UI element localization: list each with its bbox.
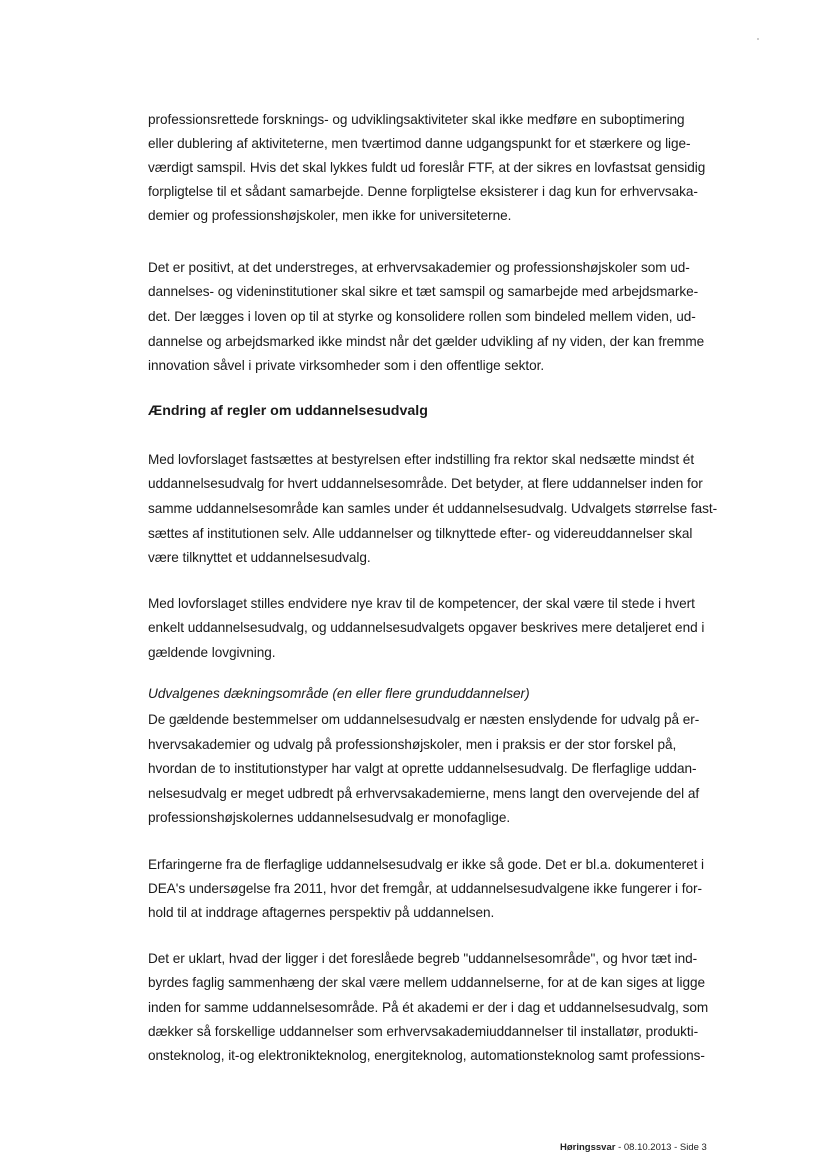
- paragraph-4-line-2: enkelt uddannelsesudvalg, og uddannelsesudvalgets opgaver beskrives mere detaljeret end i: [148, 620, 705, 635]
- paragraph-2-line-1: Det er positivt, at det understreges, at erhvervsakademier og professionshøjskoler som ud-: [148, 260, 690, 275]
- section-heading: Ændring af regler om uddannelsesudvalg: [148, 403, 428, 419]
- paragraph-6-line-1: Erfaringerne fra de flerfaglige uddannelsesudvalg er ikke så gode. Det er bl.a. dokumenteret i: [148, 857, 704, 872]
- paragraph-1-line-4: forpligtelse til et sådant samarbejde. Denne forpligtelse eksisterer i dag kun for erhvervsaka-: [148, 184, 698, 199]
- paragraph-1-line-1: professionsrettede forsknings- og udviklingsaktiviteter skal ikke medføre en suboptimering: [148, 112, 685, 127]
- paragraph-7-line-3: inden for samme uddannelsesområde. På ét akademi er der i dag et uddannelsesudvalg, som: [148, 1000, 709, 1015]
- paragraph-7-line-1: Det er uklart, hvad der ligger i det foreslåede begreb "uddannelsesområde", og hvor tæt ind-: [148, 951, 698, 966]
- paragraph-5-line-4: nelsesudvalg er meget udbredt på erhvervsakademierne, mens langt den overvejende del af: [148, 786, 700, 801]
- paragraph-3-line-3: samme uddannelsesområde kan samles under ét uddannelsesudvalg. Udvalgets størrelse fast-: [148, 501, 718, 516]
- scan-speck: [757, 38, 759, 40]
- paragraph-4-line-1: Med lovforslaget stilles endvidere nye krav til de kompetencer, der skal være til stede i hvert: [148, 596, 695, 611]
- paragraph-1-line-2: eller dublering af aktiviteterne, men tværtimod danne udgangspunkt for et stærkere og lige-: [148, 136, 691, 151]
- paragraph-3-line-5: være tilknyttet et uddannelsesudvalg.: [148, 550, 371, 565]
- footer-doc-label: Høringssvar: [560, 1142, 616, 1153]
- section-subheading: Udvalgenes dækningsområde (en eller flere grunduddannelser): [148, 686, 530, 701]
- paragraph-2-line-5: innovation såvel i private virksomheder som i den offentlige sektor.: [148, 358, 545, 373]
- paragraph-1-line-5: demier og professionshøjskoler, men ikke for universiteterne.: [148, 208, 512, 223]
- paragraph-3-line-1: Med lovforslaget fastsættes at bestyrelsen efter indstilling fra rektor skal nedsætte mindst ét: [148, 452, 695, 467]
- paragraph-6-line-2: DEA's undersøgelse fra 2011, hvor det fremgår, at uddannelsesudvalgene ikke fungerer i for-: [148, 881, 702, 896]
- paragraph-7-line-4: dækker så forskellige uddannelser som erhvervsakademiuddannelser til installatør, produkti-: [148, 1024, 699, 1039]
- paragraph-5-line-3: hvordan de to institutionstyper har valgt at oprette uddannelsesudvalg. De flerfaglige uddan-: [148, 761, 697, 776]
- paragraph-2-line-4: dannelse og arbejdsmarked ikke mindst når det gælder udvikling af ny viden, der kan fremme: [148, 334, 705, 349]
- paragraph-7-line-5: onsteknolog, it-og elektronikteknolog, energiteknolog, automationsteknolog samt professions-: [148, 1048, 705, 1063]
- paragraph-5-line-2: hvervsakademier og udvalg på professionshøjskoler, men i praksis er der stor forskel på,: [148, 737, 677, 752]
- paragraph-5-line-1: De gældende bestemmelser om uddannelsesudvalg er næsten enslydende for udvalg på er-: [148, 712, 700, 727]
- paragraph-5-line-5: professionshøjskolernes uddannelsesudvalg er monofaglige.: [148, 810, 511, 825]
- paragraph-4-line-3: gældende lovgivning.: [148, 645, 276, 660]
- page-footer: [560, 1142, 707, 1153]
- paragraph-2-line-2: dannelses- og videninstitutioner skal sikre et tæt samspil og samarbejde med arbejdsmarke-: [148, 284, 699, 299]
- paragraph-1-line-3: værdigt samspil. Hvis det skal lykkes fuldt ud foreslår FTF, at der sikres en lovfastsat gensidig: [148, 160, 706, 175]
- paragraph-3-line-4: sættes af institutionen selv. Alle uddannelser og tilknyttede efter- og videreuddannelser skal: [148, 526, 693, 541]
- paragraph-7-line-2: byrdes faglig sammenhæng der skal være mellem uddannelserne, for at de kan siges at ligge: [148, 975, 705, 990]
- paragraph-3-line-2: uddannelsesudvalg for hvert uddannelsesområde. Det betyder, at flere uddannelser inden for: [148, 476, 703, 491]
- paragraph-6-line-3: hold til at inddrage aftagernes perspektiv på uddannelsen.: [148, 905, 495, 920]
- footer-date-page: - 08.10.2013 - Side 3: [615, 1142, 707, 1153]
- paragraph-2-line-3: det. Der lægges i loven op til at styrke og konsolidere rollen som bindeled mellem viden, ud-: [148, 309, 696, 324]
